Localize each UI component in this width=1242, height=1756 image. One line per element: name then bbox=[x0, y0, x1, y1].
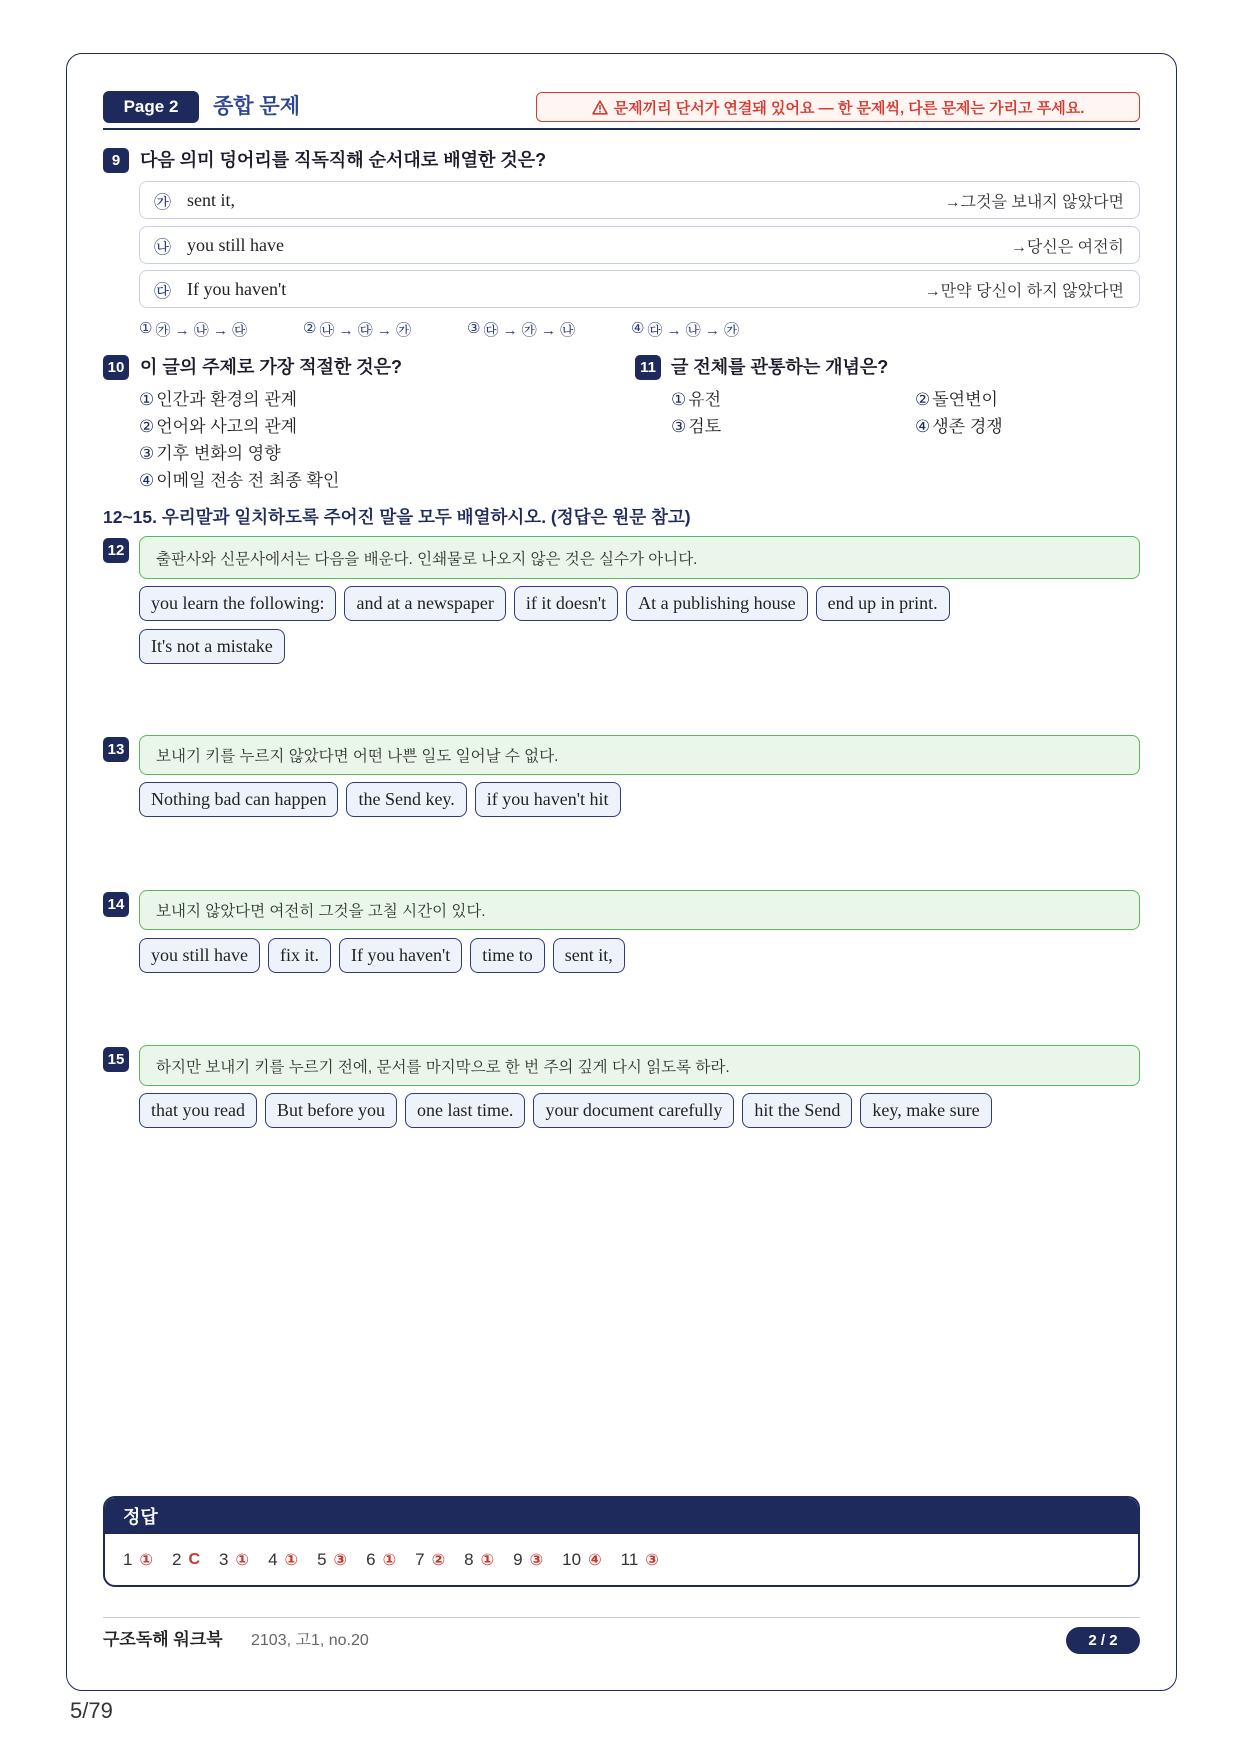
word-chip: key, make sure bbox=[860, 1093, 991, 1128]
word-chip: hit the Send bbox=[742, 1093, 852, 1128]
section-heading: 12~15. 우리말과 일치하도록 주어진 말을 모두 배열하시오. (정답은 원문 참고) bbox=[103, 507, 691, 527]
footer-meta: 2103, 고1, no.20 bbox=[251, 1632, 369, 1649]
choice-2 bbox=[915, 386, 1115, 413]
korean-sentence-box: 하지만 보내기 키를 누르기 전에, 문서를 마지막으로 한 번 주의 깊게 다시 읽도록 하라. bbox=[139, 1045, 1140, 1086]
choice-number: ④ bbox=[139, 471, 155, 490]
answer-item bbox=[464, 1550, 494, 1570]
word-chip: end up in print. bbox=[816, 586, 950, 621]
answer-value: ② bbox=[431, 1551, 446, 1569]
choice-number: ② bbox=[303, 320, 317, 337]
answer-key-box bbox=[103, 1496, 1140, 1587]
choice-number: ① bbox=[139, 320, 153, 337]
question-number-badge: 10 bbox=[103, 355, 129, 380]
choice-text: 이메일 전송 전 최종 확인 bbox=[156, 471, 340, 490]
choice-number: ② bbox=[139, 417, 155, 436]
choice-number: ② bbox=[915, 390, 931, 409]
answer-number: 11 bbox=[620, 1549, 639, 1569]
choice-text: 생존 경쟁 bbox=[932, 417, 1003, 436]
chunk-korean: →그것을 보내지 않았다면 bbox=[944, 193, 1124, 211]
choice-number: ③ bbox=[139, 444, 155, 463]
answer-number: 5 bbox=[317, 1549, 327, 1569]
korean-sentence-box: 보내기 키를 누르지 않았다면 어떤 나쁜 일도 일어날 수 없다. bbox=[139, 735, 1140, 775]
choice-1 bbox=[139, 386, 339, 413]
korean-sentence-box: 출판사와 신문사에서는 다음을 배운다. 인쇄물로 나오지 않은 것은 실수가 아니다. bbox=[139, 536, 1140, 579]
question-prompt: 다음 의미 덩어리를 직독직해 순서대로 배열한 것은? bbox=[140, 150, 547, 170]
choice-3 bbox=[467, 319, 631, 340]
answer-item bbox=[172, 1550, 200, 1570]
question-number-badge: 9 bbox=[103, 148, 129, 173]
choice-text: ㉰ → ㉯ → ㉮ bbox=[647, 322, 740, 339]
warning-icon bbox=[592, 100, 608, 115]
chunk-mark: ㉮ bbox=[154, 192, 171, 212]
word-chip: sent it, bbox=[553, 938, 625, 973]
choice-text: ㉮ → ㉯ → ㉰ bbox=[155, 322, 248, 339]
word-chip: But before you bbox=[265, 1093, 397, 1128]
answer-number: 4 bbox=[268, 1549, 278, 1569]
answer-value: ① bbox=[235, 1551, 250, 1569]
answer-value: C bbox=[188, 1550, 201, 1568]
answer-number: 9 bbox=[513, 1549, 523, 1569]
answer-item bbox=[415, 1550, 445, 1570]
footer-title: 구조독해 워크북 bbox=[103, 1630, 223, 1649]
chunk-mark: ㉰ bbox=[154, 281, 171, 301]
choice-2 bbox=[303, 319, 467, 340]
word-chip: If you haven't bbox=[339, 938, 462, 973]
choice-number: ① bbox=[671, 390, 687, 409]
chunk-english: If you haven't bbox=[187, 278, 287, 299]
answer-item bbox=[513, 1550, 543, 1570]
word-chip: that you read bbox=[139, 1093, 257, 1128]
question-prompt: 이 글의 주제로 가장 적절한 것은? bbox=[140, 357, 403, 377]
choice-3 bbox=[671, 413, 915, 440]
warning-text: 문제끼리 단서가 연결돼 있어요 — 한 문제씩, 다른 문제는 가리고 푸세요. bbox=[613, 99, 1085, 117]
question-number-badge: 14 bbox=[103, 892, 129, 917]
choice-text: 언어와 사고의 관계 bbox=[156, 417, 298, 436]
answer-item bbox=[317, 1550, 347, 1570]
answer-item bbox=[562, 1550, 601, 1570]
choice-number: ④ bbox=[631, 320, 645, 337]
word-chip-row bbox=[139, 629, 285, 664]
answer-number: 3 bbox=[219, 1549, 229, 1569]
page-badge: Page 2 bbox=[103, 91, 199, 123]
answer-key-title: 정답 bbox=[105, 1498, 1138, 1534]
answer-value: ① bbox=[480, 1551, 495, 1569]
choice-number: ③ bbox=[671, 417, 687, 436]
answer-choices bbox=[671, 386, 1115, 440]
word-chip: you still have bbox=[139, 938, 260, 973]
choice-4 bbox=[915, 413, 1115, 440]
footer-divider bbox=[103, 1617, 1140, 1618]
word-chip: one last time. bbox=[405, 1093, 525, 1128]
chunk-box bbox=[139, 270, 1140, 308]
answer-number: 1 bbox=[123, 1549, 133, 1569]
choice-text: 돌연변이 bbox=[932, 390, 998, 409]
answer-value: ④ bbox=[588, 1551, 602, 1569]
word-chip: fix it. bbox=[268, 938, 331, 973]
answer-item bbox=[268, 1550, 298, 1570]
word-chip: if you haven't hit bbox=[475, 782, 621, 817]
answer-key-row bbox=[105, 1534, 1138, 1585]
chunk-korean: →당신은 여전히 bbox=[1010, 238, 1124, 256]
answer-choices bbox=[139, 386, 339, 494]
korean-sentence-box: 보내지 않았다면 여전히 그것을 고칠 시간이 있다. bbox=[139, 890, 1140, 930]
choice-number: ③ bbox=[467, 320, 481, 337]
word-chip: At a publishing house bbox=[626, 586, 808, 621]
question-number-badge: 12 bbox=[103, 538, 129, 563]
answer-item bbox=[366, 1550, 396, 1570]
answer-number: 6 bbox=[366, 1549, 376, 1569]
answer-choices bbox=[139, 319, 795, 340]
word-chip-row bbox=[139, 1093, 992, 1128]
answer-item bbox=[621, 1550, 659, 1570]
answer-value: ① bbox=[284, 1551, 299, 1569]
chunk-korean: →만약 당신이 하지 않았다면 bbox=[924, 282, 1124, 300]
answer-item bbox=[123, 1550, 153, 1570]
chunk-box bbox=[139, 226, 1140, 264]
word-chip-row bbox=[139, 782, 621, 817]
answer-number: 7 bbox=[415, 1549, 425, 1569]
word-chip-row bbox=[139, 938, 625, 973]
word-chip: if it doesn't bbox=[514, 586, 618, 621]
choice-4 bbox=[631, 319, 795, 340]
word-chip: you learn the following: bbox=[139, 586, 336, 621]
answer-value: ③ bbox=[645, 1551, 659, 1569]
word-chip: and at a newspaper bbox=[344, 586, 505, 621]
word-chip: your document carefully bbox=[533, 1093, 734, 1128]
warning-banner bbox=[536, 92, 1140, 122]
section-title: 종합 문제 bbox=[213, 95, 300, 118]
choice-number: ④ bbox=[915, 417, 931, 436]
question-number-badge: 15 bbox=[103, 1047, 129, 1072]
choice-1 bbox=[139, 319, 303, 340]
answer-value: ③ bbox=[333, 1551, 348, 1569]
answer-number: 10 bbox=[562, 1549, 582, 1569]
word-chip: Nothing bad can happen bbox=[139, 782, 338, 817]
word-chip: It's not a mistake bbox=[139, 629, 285, 664]
word-chip: the Send key. bbox=[346, 782, 466, 817]
answer-value: ③ bbox=[529, 1551, 544, 1569]
page-counter: 5/79 bbox=[70, 1698, 113, 1723]
chunk-english: you still have bbox=[187, 234, 284, 255]
word-chip-row bbox=[139, 586, 950, 621]
choice-text: ㉰ → ㉮ → ㉯ bbox=[483, 322, 576, 339]
choice-text: 인간과 환경의 관계 bbox=[156, 390, 298, 409]
answer-number: 8 bbox=[464, 1549, 474, 1569]
question-number-badge: 13 bbox=[103, 737, 129, 762]
word-chip: time to bbox=[470, 938, 545, 973]
chunk-english: sent it, bbox=[187, 189, 235, 210]
answer-number: 2 bbox=[172, 1549, 182, 1569]
choice-text: 검토 bbox=[688, 417, 722, 436]
answer-value: ① bbox=[139, 1551, 154, 1569]
choice-number: ① bbox=[139, 390, 155, 409]
footer-page-badge: 2 / 2 bbox=[1066, 1627, 1140, 1654]
question-number-badge: 11 bbox=[635, 355, 661, 380]
choice-2 bbox=[139, 413, 339, 440]
answer-item bbox=[219, 1550, 249, 1570]
choice-4 bbox=[139, 467, 339, 494]
choice-text: 유전 bbox=[688, 390, 722, 409]
choice-text: ㉯ → ㉰ → ㉮ bbox=[319, 322, 412, 339]
choice-3 bbox=[139, 440, 339, 467]
question-prompt: 글 전체를 관통하는 개념은? bbox=[671, 357, 889, 377]
chunk-box bbox=[139, 181, 1140, 219]
choice-text: 기후 변화의 영향 bbox=[156, 444, 281, 463]
choice-1 bbox=[671, 386, 915, 413]
chunk-mark: ㉯ bbox=[154, 237, 171, 257]
answer-value: ① bbox=[382, 1551, 397, 1569]
header-divider bbox=[103, 128, 1140, 130]
